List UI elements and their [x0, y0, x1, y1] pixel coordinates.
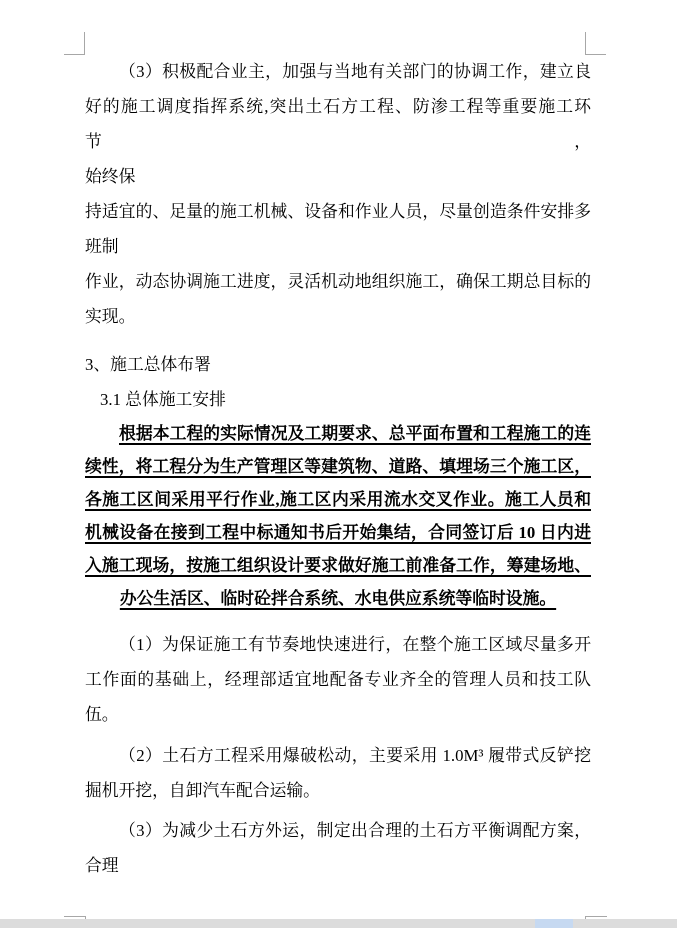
- text-line: （3）为减少土石方外运，制定出合理的土石方平衡调配方案，: [119, 821, 591, 840]
- text-line: 各施工区间采用平行作业,施工区内采用流水交叉作业。施工人员和: [85, 490, 591, 509]
- paragraph-subheading: [85, 382, 591, 417]
- text-line: 根据本工程的实际情况及工期要求、总平面布置和工程施工的连: [119, 424, 591, 443]
- text-line: 好的施工调度指挥系统,突出土石方工程、防渗工程等重要施工环节，: [85, 97, 591, 151]
- horizontal-scrollbar[interactable]: [0, 919, 677, 928]
- text-line: 掘机开挖，自卸汽车配合运输。: [85, 781, 320, 800]
- text-line: 3、施工总体布署: [85, 355, 211, 374]
- text-line: 机械设备在接到工程中标通知书后开始集结，合同签订后 10 日内进: [85, 523, 591, 542]
- paragraph-body: [85, 54, 591, 194]
- horizontal-scrollbar-thumb[interactable]: [535, 919, 573, 928]
- crop-mark-top-right-icon: [585, 32, 606, 55]
- paragraph-emphasis: [85, 417, 591, 615]
- text-line: 办公生活区、临时砼拌合系统、水电供应系统等临时设施。: [119, 589, 557, 608]
- text-line: （2）土石方工程采用爆破松动，主要采用 1.0M³ 履带式反铲挖: [119, 746, 591, 765]
- text-line: 作业，动态协调施工进度，灵活机动地组织施工，确保工期总目标的: [85, 272, 591, 291]
- paragraph-body: [85, 627, 591, 732]
- text-line: 3.1 总体施工安排: [100, 390, 226, 409]
- paragraph-heading: [85, 347, 591, 382]
- text-line: 工作面的基础上，经理部适宜地配备专业齐全的管理人员和技工队: [85, 670, 591, 689]
- text-line: （3）积极配合业主，加强与当地有关部门的协调工作，建立良: [119, 62, 591, 81]
- paragraph-body: [85, 194, 591, 264]
- text-line: 续性，将工程分为生产管理区等建筑物、道路、填埋场三个施工区，: [85, 457, 591, 476]
- paragraph-body: [85, 264, 591, 334]
- text-line: 伍。: [85, 705, 119, 724]
- text-line: 合理: [85, 856, 119, 875]
- crop-mark-top-left-icon: [64, 32, 85, 55]
- text-line: 班制: [85, 237, 119, 256]
- paragraph-body: [85, 738, 591, 808]
- text-line: 实现。: [85, 307, 136, 326]
- text-line: 持适宜的、足量的施工机械、设备和作业人员，尽量创造条件安排多: [85, 202, 591, 221]
- document-body: [85, 54, 591, 883]
- text-line: （1）为保证施工有节奏地快速进行，在整个施工区域尽量多开: [119, 635, 591, 654]
- text-line: 入施工现场，按施工组织设计要求做好施工前准备工作，筹建场地、: [85, 556, 591, 575]
- paragraph-body: [85, 813, 591, 883]
- text-line: 始终保: [85, 167, 136, 186]
